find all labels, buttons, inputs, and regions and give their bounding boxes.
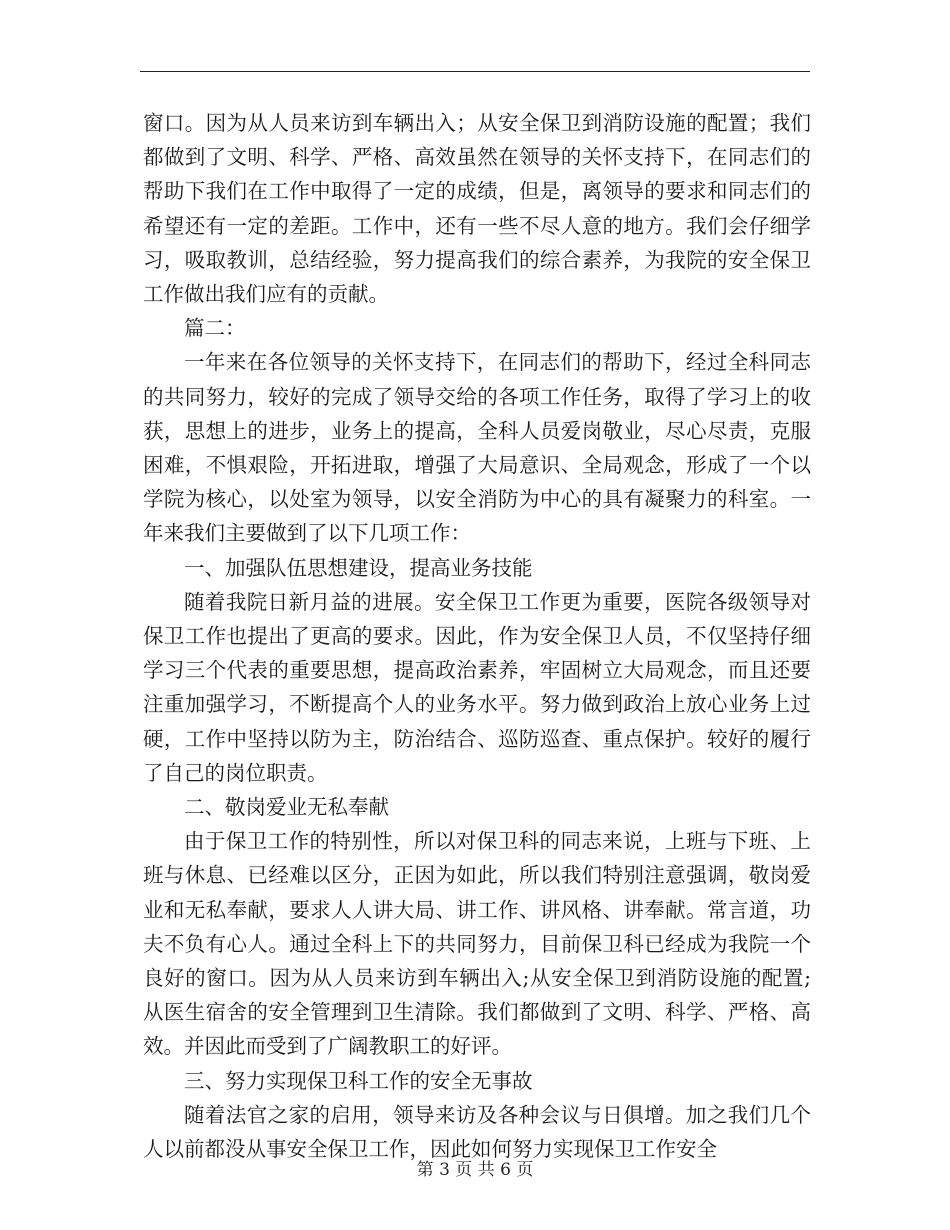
- paragraph-2: 一年来在各位领导的关怀支持下，在同志们的帮助下，经过全科同志的共同努力，较好的完成了领导交给的各项工作任务，取得了学习上的收获，思想上的进步，业务上的提高，全科人员爱岗敬业，尽心尽责，克服困难，不惧艰险，开拓进取，增强了大局意识、全局观念，形成了一个以学院为核心，以处室为领导，以安全消防为中心的具有凝聚力的科室。一年来我们主要做到了以下几项工作：: [143, 350, 811, 546]
- paragraph-4: 由于保卫工作的特别性，所以对保卫科的同志来说，上班与下班、上班与休息、已经难以区分，正因为如此，所以我们特别注意强调，敬岗爱业和无私奉献，要求人人讲大局、讲工作、讲风格、讲奉献。常言道，功夫不负有心人。通过全科上下的共同努力，目前保卫科已经成为我院一个良好的窗口。因为从人员来访到车辆出入;从安全保卫到消防设施的配置;从医生宿舍的安全管理到卫生清除。我们都做到了文明、科学、严格、高效。并因此而受到了广阔教职工的好评。: [143, 829, 811, 1059]
- section-heading-1: 一、加强队伍思想建设，提高业务技能: [184, 555, 533, 580]
- section-heading-3: 三、努力实现保卫科工作的安全无事故: [184, 1068, 533, 1093]
- header-divider: [140, 71, 810, 72]
- paragraph-5: 随着法官之家的启用，领导来访及各种会议与日俱增。加之我们几个人以前都没从事安全保卫工作，因此如何努力实现保卫工作安全: [143, 1102, 811, 1162]
- document-body: [143, 106, 811, 1166]
- section-heading-part-two: 篇二：: [184, 316, 246, 341]
- paragraph-3: 随着我院日新月益的进展。安全保卫工作更为重要，医院各级领导对保卫工作也提出了更高的要求。因此，作为安全保卫人员，不仅坚持仔细学习三个代表的重要思想，提高政治素养，牢固树立大局观念，而且还要注重加强学习，不断提高个人的业务水平。努力做到政治上放心业务上过硬，工作中坚持以防为主，防治结合、巡防巡查、重点保护。较好的履行了自己的岗位职责。: [143, 589, 811, 785]
- page-number-footer: 第 3 页 共 6 页: [416, 1160, 534, 1180]
- section-heading-2: 二、敬岗爱业无私奉献: [184, 795, 389, 820]
- paragraph-1: 窗口。因为从人员来访到车辆出入；从安全保卫到消防设施的配置；我们都做到了文明、科学、严格、高效虽然在领导的关怀支持下，在同志们的帮助下我们在工作中取得了一定的成绩，但是，离领导的要求和同志们的希望还有一定的差距。工作中，还有一些不尽人意的地方。我们会仔细学习，吸取教训，总结经验，努力提高我们的综合素养，为我院的安全保卫工作做出我们应有的贡献。: [143, 111, 811, 307]
